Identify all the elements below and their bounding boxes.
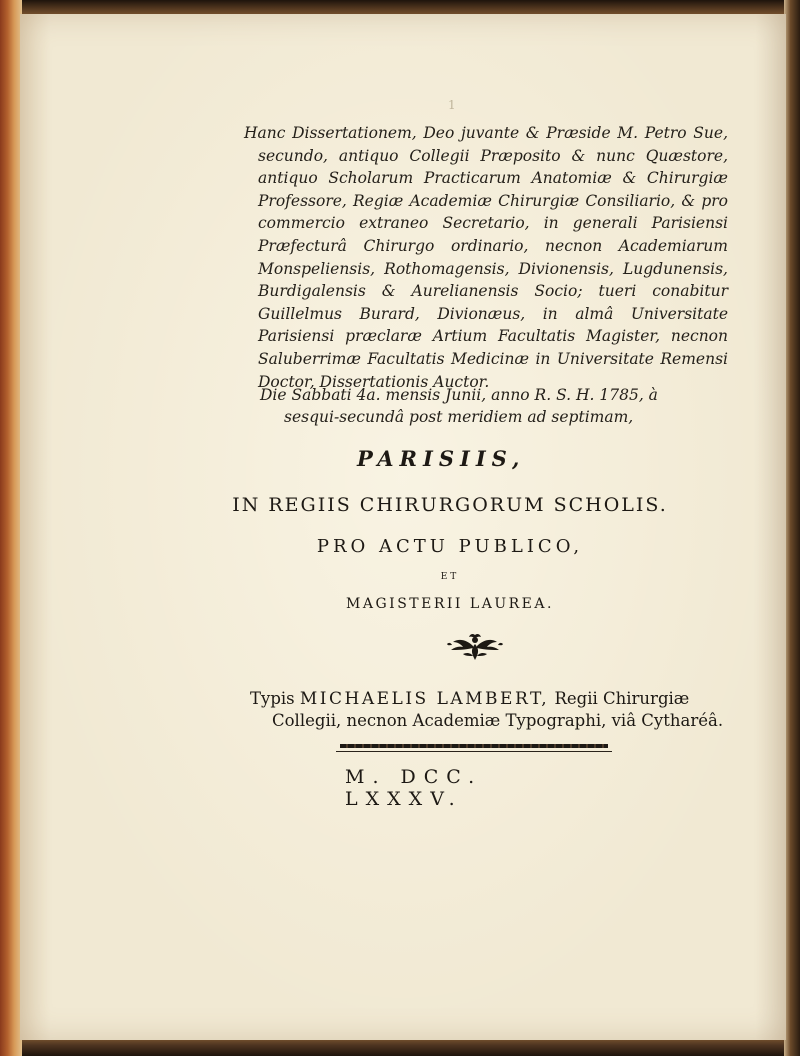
imprint-line-1-rest: Regii Chirurgiæ — [554, 689, 690, 708]
book-spine-edge — [0, 0, 22, 1056]
ornamental-rule — [340, 744, 608, 748]
place-name: PARISIIS, — [357, 446, 526, 471]
imprint-line-2: Collegii, necnon Academiæ Typographi, viâ Cytharéâ. — [272, 711, 724, 730]
purpose-line: PRO ACTU PUBLICO, — [316, 536, 584, 557]
conjunction-line: ET — [440, 572, 460, 582]
date-line-1: Die Sabbati 4a. mensis Junii, anno R. S. H. 1785, à — [260, 386, 658, 404]
printer-name: MICHAELIS LAMBERT, — [299, 689, 550, 709]
publication-year: M. DCC. LXXXV. — [345, 766, 483, 810]
defense-date — [260, 384, 700, 428]
imprint-prefix: Typis — [250, 689, 295, 708]
printers-fleuron-icon — [443, 632, 507, 662]
book-binding-bottom — [0, 1038, 800, 1056]
degree-line: MAGISTERII LAUREA. — [346, 596, 554, 612]
imprint — [250, 688, 730, 731]
date-line-2: sesqui-secundâ post meridiem ad septimam, — [284, 408, 634, 426]
book-fore-edge — [784, 0, 800, 1056]
venue-line: IN REGIIS CHIRURGORUM SCHOLIS. — [232, 494, 668, 516]
dedication-paragraph: Hanc Dissertationem, Deo juvante & Præside M. Petro Sue, secundo, antiquo Collegii Præposito & nunc Quæstore, antiquo Scholarum Practicarum Anatomiæ & Chirurgiæ Professore, Regiæ Academiæ Chirurgiæ Consiliario, & pro commercio extraneo Secretario, in generali Parisiensi Præfecturâ Chirurgo ordinario, necnon Academiarum Monspeliensis, Rothomagensis, Divionensis, Lugdunensis, Burdigalensis & Aurelianensis Socio; tueri conabitur Guillelmus Burard, Divionæus, in almâ Universitate Parisiensi præclaræ Artium Facultatis Magister, necnon Saluberrimæ Facultatis Medicinæ in Universitate Remensi Doctor, Dissertationis Auctor. — [244, 124, 728, 391]
thin-rule — [336, 751, 612, 752]
signature-mark: 1 — [448, 98, 456, 112]
